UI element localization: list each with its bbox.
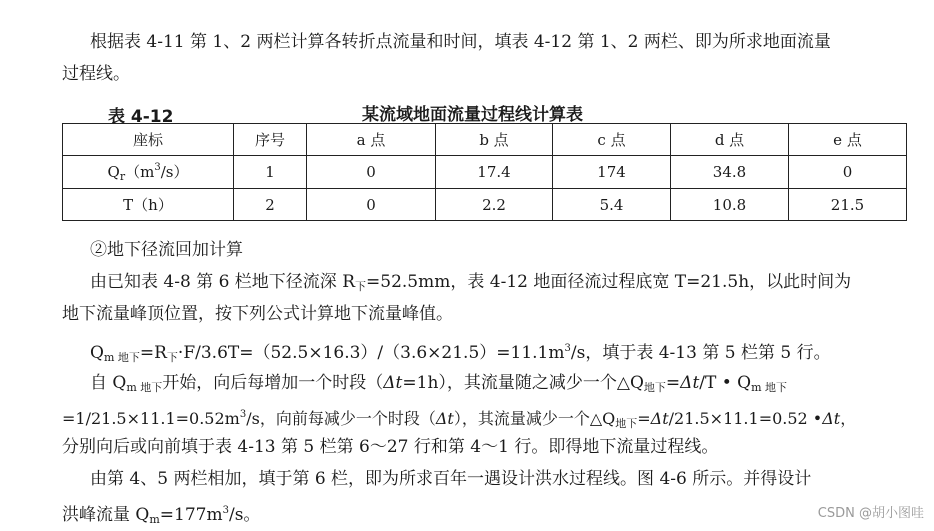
text-run: =: [637, 409, 651, 428]
header-cell: 座标: [63, 124, 234, 156]
section-p4-line2: [62, 500, 260, 531]
subscript: 下: [166, 351, 178, 364]
header-cell: e 点: [789, 124, 907, 156]
subscript: m: [149, 513, 160, 526]
table-cell: 34.8: [671, 155, 789, 188]
para1-line1: 根据表 4-11 第 1、2 两栏计算各转折点流量和时间，填表 4-12 第 1、2 两栏、即为所求地面流量: [90, 32, 831, 52]
text-run: 开始，向后每增加一个时段（: [162, 373, 384, 393]
superscript: 3: [222, 505, 229, 516]
subscript: m 地下: [126, 381, 163, 394]
row-label-unit: （m: [125, 162, 155, 181]
para1-line2: 过程线。: [62, 64, 130, 84]
subscript: 下: [355, 280, 367, 293]
text-run: 洪峰流量 Q: [62, 505, 150, 525]
text-run: ），其流量减少一个△Q: [453, 409, 616, 428]
text-run: =R: [139, 343, 167, 363]
table-title: 某流域地面流量过程线计算表: [362, 105, 583, 125]
text-run: =177m: [159, 505, 223, 525]
table-cell: 2: [234, 189, 307, 221]
text-run: /T • Q: [699, 373, 752, 393]
delta-t: Δt: [822, 409, 841, 428]
delta-t: Δt: [680, 373, 700, 393]
superscript: 3: [239, 409, 247, 420]
text-run: =: [665, 373, 681, 393]
text-run: =1/21.5×11.1=0.52m: [62, 409, 240, 428]
row-label: T（h）: [63, 189, 234, 221]
delta-t: Δt: [650, 409, 669, 428]
table-cell: 17.4: [436, 155, 553, 188]
table-cell: 1: [234, 155, 307, 188]
header-cell: d 点: [671, 124, 789, 156]
table-cell: 0: [307, 155, 436, 188]
section-heading: ②地下径流回加计算: [90, 240, 243, 260]
row-label-unit-end: /s）: [160, 162, 189, 181]
table-cell: 2.2: [436, 189, 553, 221]
delta-t: Δt: [435, 409, 454, 428]
formula-line: [90, 338, 831, 369]
text-run: =1h），其流量随之减少一个△Q: [402, 373, 644, 393]
table-row: [63, 189, 907, 221]
row-label: [63, 155, 234, 188]
section-p1-line2: 地下流量峰顶位置，按下列公式计算地下流量峰值。: [62, 304, 453, 324]
superscript: 3: [564, 343, 571, 354]
delta-t: Δt: [383, 373, 403, 393]
table-cell: 0: [789, 155, 907, 188]
table-cell: 5.4: [553, 189, 671, 221]
header-cell: 序号: [234, 124, 307, 156]
row-label-sup: 3: [154, 161, 161, 173]
text-run: ·F/3.6T=（52.5×16.3）/（3.6×21.5）=11.1m: [177, 343, 565, 363]
table-cell: 0: [307, 189, 436, 221]
text-run: /21.5×11.1=0.52 •: [668, 409, 823, 428]
section-p3-line2: [62, 404, 856, 435]
table-cell: 174: [553, 155, 671, 188]
subscript: m 地下: [751, 381, 788, 394]
table-cell: 10.8: [671, 189, 789, 221]
header-cell: c 点: [553, 124, 671, 156]
section-p4-line1: 由第 4、5 两栏相加，填于第 6 栏，即为所求百年一遇设计洪水过程线。图 4-6 所示。并得设计: [90, 469, 812, 489]
text-run: 由已知表 4-8 第 6 栏地下径流深 R: [90, 272, 356, 292]
text-run: Q: [90, 343, 104, 363]
section-p1-line1: [90, 271, 851, 298]
header-cell: a 点: [307, 124, 436, 156]
text-run: /s，填于表 4-13 第 5 栏第 5 行。: [570, 343, 831, 363]
row-label-q: Q: [107, 162, 120, 181]
text-run: =52.5mm，表 4-12 地面径流过程底宽 T=21.5h，以此时间为: [366, 272, 852, 292]
subscript: m 地下: [103, 351, 140, 364]
table-header-row: [63, 124, 907, 156]
table-row: [63, 155, 907, 188]
text-run: /s。: [228, 505, 261, 525]
header-cell: b 点: [436, 124, 553, 156]
row-label-sub: r: [119, 169, 126, 183]
text-run: 自 Q: [90, 373, 127, 393]
text-run: ，: [840, 409, 857, 428]
watermark: CSDN @胡小图哇: [817, 506, 924, 521]
table-cell: 21.5: [789, 189, 907, 221]
section-p3-line3: 分别向后或向前填于表 4-13 第 5 栏第 6～27 行和第 4～1 行。即得地下流量过程线。: [62, 437, 719, 457]
subscript: 地下: [615, 417, 638, 430]
text-run: /s，向前每减少一个时段（: [246, 409, 436, 428]
subscript: 地下: [643, 381, 666, 394]
table-label: 表 4-12: [108, 107, 174, 127]
flow-table: [62, 123, 907, 221]
section-p3-line1: [90, 372, 787, 399]
